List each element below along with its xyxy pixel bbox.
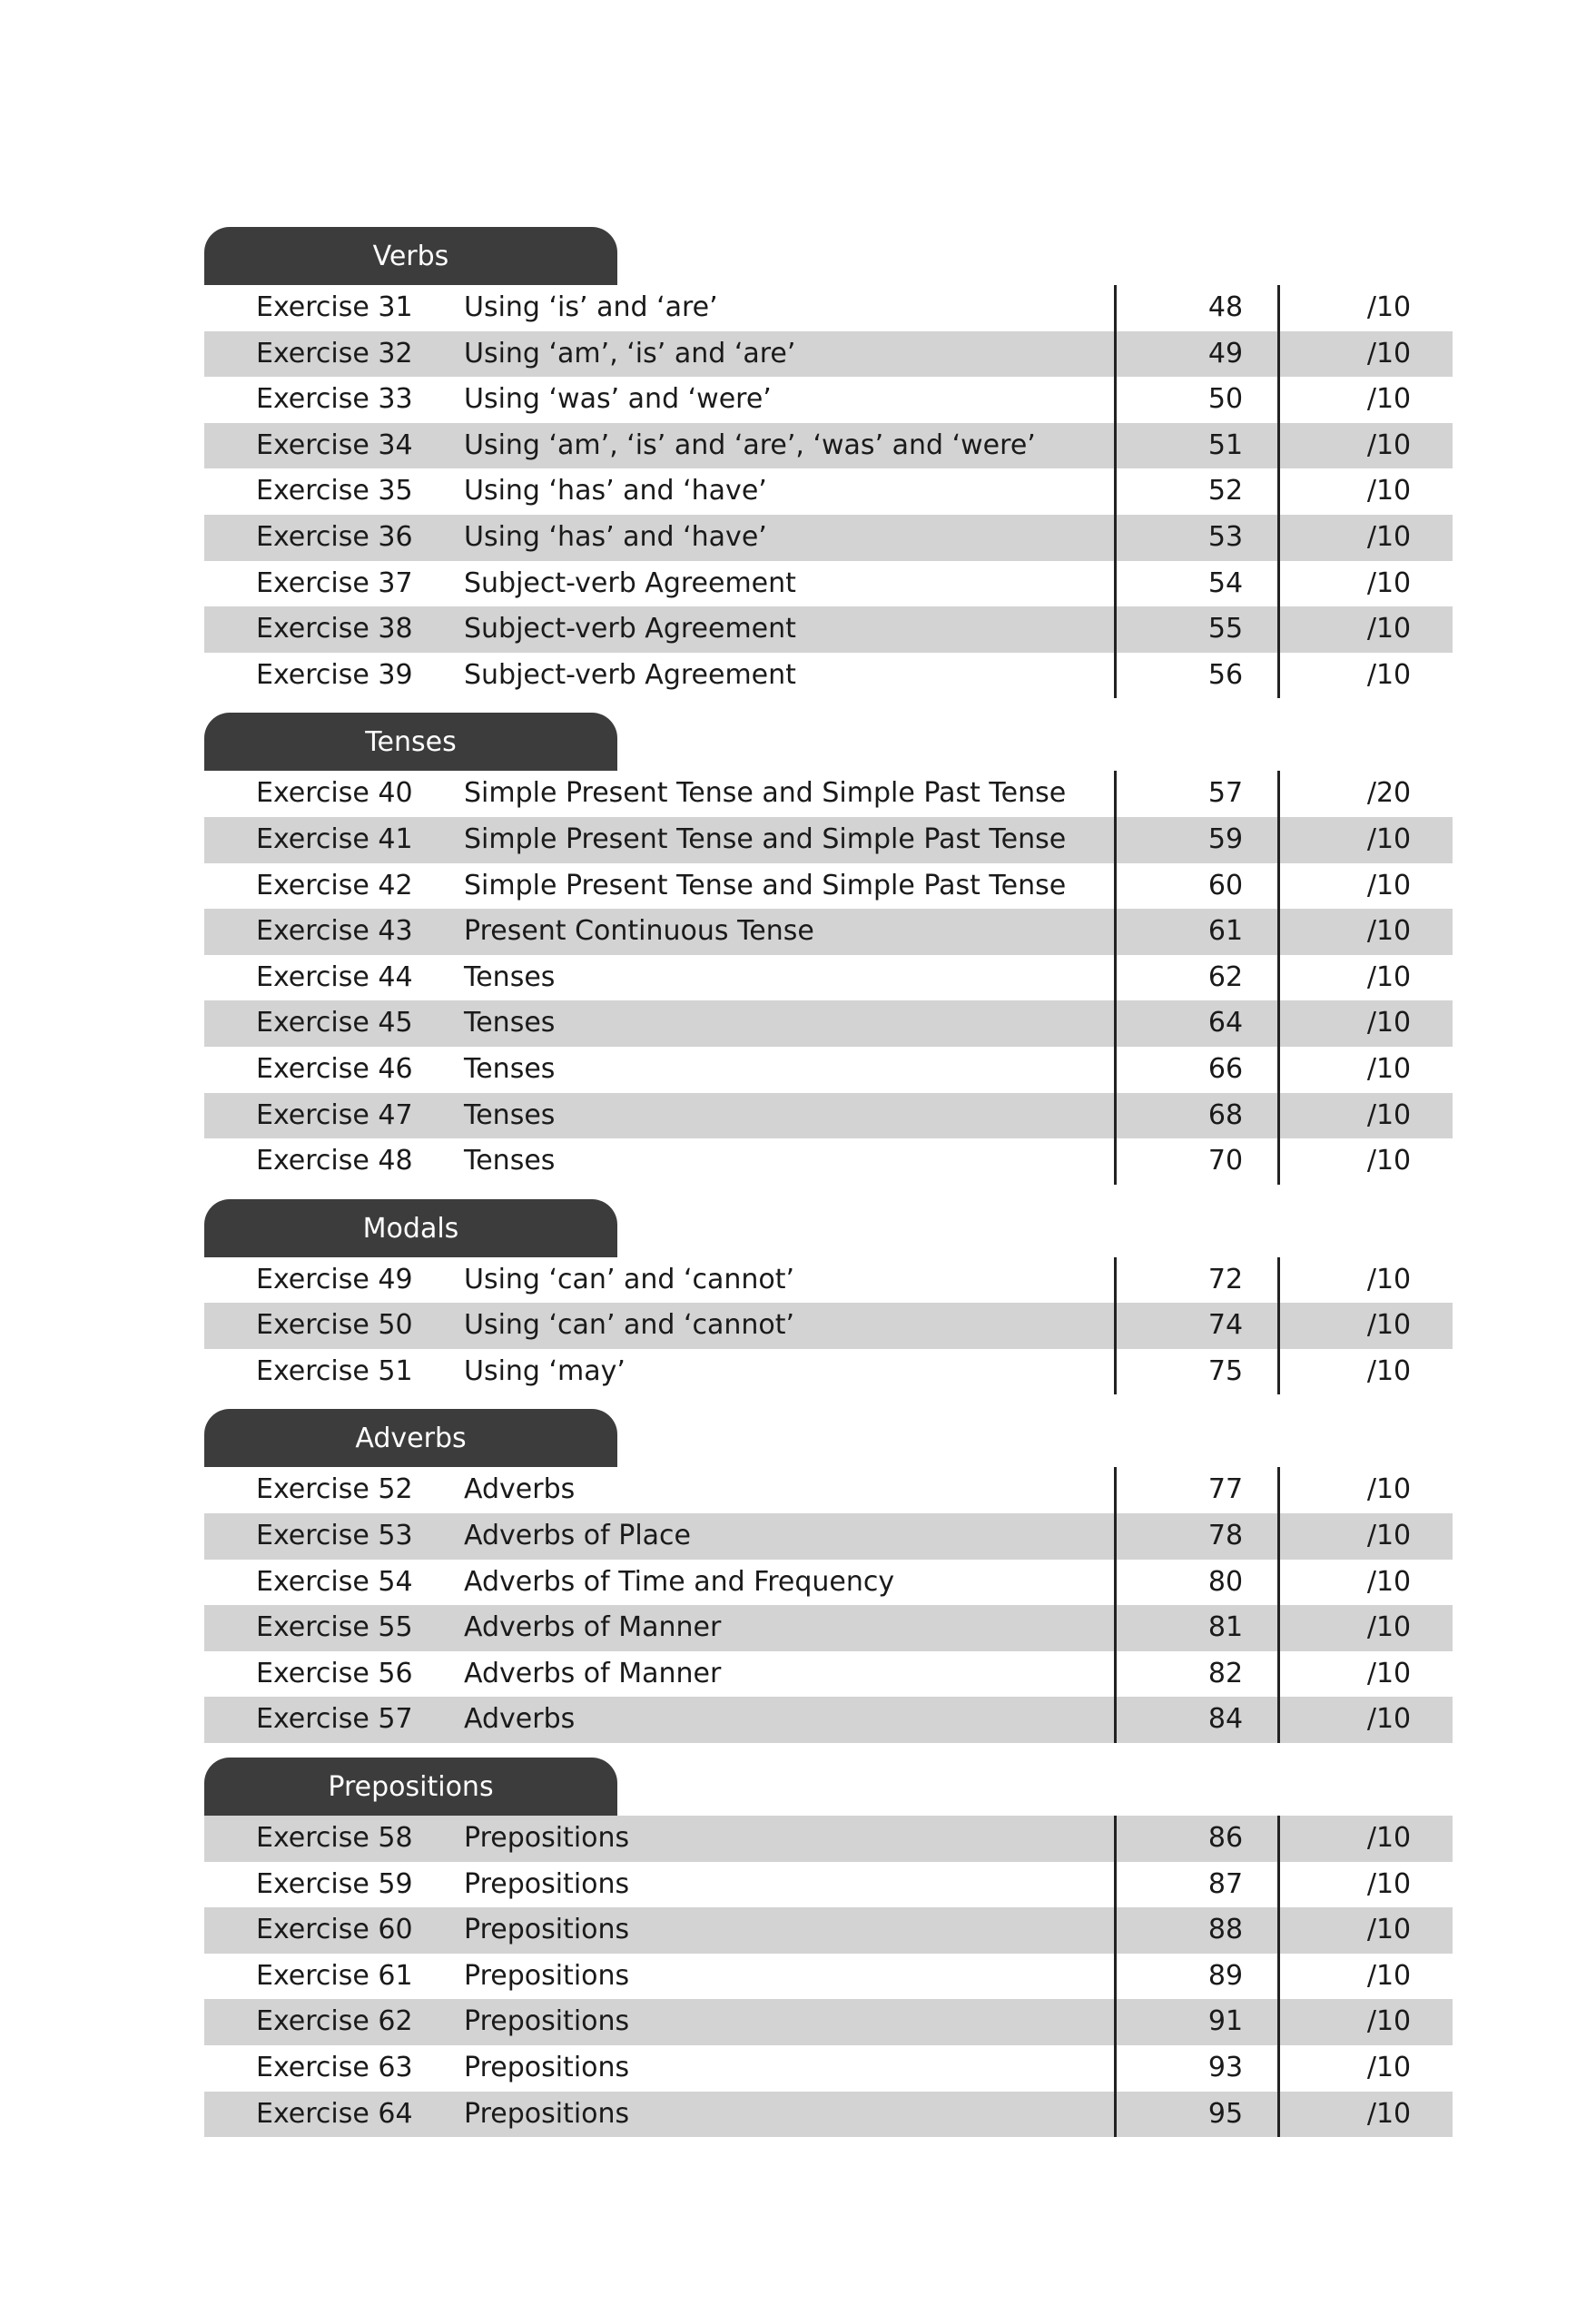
exercise-title: Tenses <box>464 1052 556 1085</box>
table-row <box>204 561 1453 607</box>
section-prepositions <box>204 1758 1453 2137</box>
exercise-number: Exercise 50 <box>256 1309 413 1342</box>
exercise-number: Exercise 56 <box>256 1657 413 1689</box>
exercise-number: Exercise 49 <box>256 1263 413 1295</box>
page-number: 60 <box>1207 869 1244 901</box>
page-number: 77 <box>1207 1473 1244 1506</box>
table-row <box>204 285 1453 331</box>
score-cell: /10 <box>1366 1309 1412 1342</box>
exercise-title: Tenses <box>464 960 556 993</box>
score-cell: /10 <box>1366 1822 1412 1855</box>
table-row <box>204 1513 1453 1560</box>
exercise-number: Exercise 38 <box>256 613 413 645</box>
exercise-number: Exercise 61 <box>256 1959 413 1992</box>
table-row <box>204 909 1453 955</box>
table-row <box>204 1560 1453 1606</box>
table-of-contents <box>204 227 1453 2152</box>
section-header: Verbs <box>204 227 617 285</box>
exercise-title: Subject-verb Agreement <box>464 613 796 645</box>
column-divider <box>1277 285 1280 698</box>
exercise-title: Using ‘is’ and ‘are’ <box>464 291 718 323</box>
exercise-title: Prepositions <box>464 2005 630 2038</box>
exercise-number: Exercise 31 <box>256 291 413 323</box>
score-cell: /10 <box>1366 2097 1412 2130</box>
page-number: 82 <box>1207 1657 1244 1689</box>
table-row <box>204 955 1453 1001</box>
section-header: Tenses <box>204 713 617 771</box>
score-cell: /10 <box>1366 1007 1412 1039</box>
score-cell: /10 <box>1366 2052 1412 2083</box>
page-number: 54 <box>1207 566 1244 599</box>
exercise-title: Adverbs of Time and Frequency <box>464 1565 895 1598</box>
score-cell: /10 <box>1366 822 1412 855</box>
exercise-number: Exercise 45 <box>256 1007 413 1039</box>
page-number: 50 <box>1207 383 1244 416</box>
table-row <box>204 1303 1453 1349</box>
page-number: 48 <box>1207 291 1244 323</box>
score-cell: /10 <box>1366 475 1412 507</box>
exercise-number: Exercise 43 <box>256 915 413 948</box>
exercise-number: Exercise 55 <box>256 1611 413 1644</box>
page-number: 93 <box>1207 2052 1244 2083</box>
exercise-number: Exercise 63 <box>256 2052 413 2083</box>
page-number: 95 <box>1207 2097 1244 2130</box>
page-number: 70 <box>1207 1145 1244 1177</box>
section-header: Prepositions <box>204 1758 617 1816</box>
page-number: 55 <box>1207 613 1244 645</box>
exercise-number: Exercise 40 <box>256 777 413 810</box>
page-number: 62 <box>1207 960 1244 993</box>
score-cell: /20 <box>1366 777 1412 810</box>
exercise-title: Tenses <box>464 1098 556 1131</box>
section-rows <box>204 1467 1453 1743</box>
exercise-title: Using ‘can’ and ‘cannot’ <box>464 1263 795 1295</box>
table-row <box>204 1467 1453 1513</box>
exercise-title: Prepositions <box>464 1867 630 1900</box>
page-number: 84 <box>1207 1703 1244 1736</box>
table-row <box>204 468 1453 515</box>
column-divider <box>1277 1816 1280 2137</box>
table-row <box>204 1651 1453 1698</box>
page-number: 74 <box>1207 1309 1244 1342</box>
exercise-title: Prepositions <box>464 1822 630 1855</box>
exercise-title: Subject-verb Agreement <box>464 658 796 691</box>
page-number: 52 <box>1207 475 1244 507</box>
score-cell: /10 <box>1366 1657 1412 1689</box>
table-row <box>204 1047 1453 1093</box>
table-row <box>204 1000 1453 1047</box>
exercise-title: Adverbs of Manner <box>464 1611 722 1644</box>
score-cell: /10 <box>1366 566 1412 599</box>
exercise-title: Using ‘can’ and ‘cannot’ <box>464 1309 795 1342</box>
page-number: 78 <box>1207 1520 1244 1552</box>
score-cell: /10 <box>1366 383 1412 416</box>
table-row <box>204 515 1453 561</box>
score-cell: /10 <box>1366 1914 1412 1946</box>
table-row <box>204 2045 1453 2092</box>
column-divider <box>1277 1467 1280 1743</box>
exercise-title: Prepositions <box>464 1914 630 1946</box>
exercise-title: Tenses <box>464 1007 556 1039</box>
exercise-number: Exercise 58 <box>256 1822 413 1855</box>
page-number: 56 <box>1207 658 1244 691</box>
exercise-title: Tenses <box>464 1145 556 1177</box>
page-number: 53 <box>1207 520 1244 553</box>
section-rows <box>204 1816 1453 2137</box>
exercise-number: Exercise 41 <box>256 822 413 855</box>
table-row <box>204 1138 1453 1185</box>
exercise-title: Adverbs <box>464 1473 576 1506</box>
page-number: 91 <box>1207 2005 1244 2038</box>
section-tenses <box>204 713 1453 1184</box>
exercise-title: Simple Present Tense and Simple Past Tense <box>464 822 1067 855</box>
page-number: 72 <box>1207 1263 1244 1295</box>
exercise-number: Exercise 52 <box>256 1473 413 1506</box>
exercise-number: Exercise 42 <box>256 869 413 901</box>
page-number: 81 <box>1207 1611 1244 1644</box>
exercise-number: Exercise 46 <box>256 1052 413 1085</box>
exercise-number: Exercise 54 <box>256 1565 413 1598</box>
page-number: 89 <box>1207 1959 1244 1992</box>
exercise-title: Adverbs <box>464 1703 576 1736</box>
page-number: 49 <box>1207 337 1244 369</box>
section-rows <box>204 285 1453 698</box>
score-cell: /10 <box>1366 1052 1412 1085</box>
page-number: 51 <box>1207 428 1244 461</box>
table-row <box>204 1816 1453 1862</box>
score-cell: /10 <box>1366 1520 1412 1552</box>
exercise-title: Simple Present Tense and Simple Past Tense <box>464 777 1067 810</box>
exercise-number: Exercise 47 <box>256 1098 413 1131</box>
exercise-title: Subject-verb Agreement <box>464 566 796 599</box>
table-row <box>204 1999 1453 2045</box>
exercise-title: Using ‘am’, ‘is’ and ‘are’ <box>464 337 796 369</box>
table-row <box>204 1093 1453 1139</box>
page-number: 87 <box>1207 1867 1244 1900</box>
table-row <box>204 771 1453 817</box>
exercise-title: Adverbs of Manner <box>464 1657 722 1689</box>
table-row <box>204 1862 1453 1908</box>
score-cell: /10 <box>1366 1098 1412 1131</box>
column-divider <box>1114 1257 1117 1395</box>
exercise-number: Exercise 51 <box>256 1354 413 1387</box>
exercise-title: Adverbs of Place <box>464 1520 692 1552</box>
exercise-number: Exercise 62 <box>256 2005 413 2038</box>
score-cell: /10 <box>1366 520 1412 553</box>
exercise-number: Exercise 33 <box>256 383 413 416</box>
score-cell: /10 <box>1366 1263 1412 1295</box>
page-number: 66 <box>1207 1052 1244 1085</box>
table-row <box>204 1257 1453 1304</box>
exercise-number: Exercise 64 <box>256 2097 413 2130</box>
exercise-title: Using ‘am’, ‘is’ and ‘are’, ‘was’ and ‘were’ <box>464 428 1036 461</box>
table-row <box>204 1349 1453 1395</box>
score-cell: /10 <box>1366 1565 1412 1598</box>
column-divider <box>1114 1467 1117 1743</box>
column-divider <box>1114 1816 1117 2137</box>
section-header: Adverbs <box>204 1409 617 1467</box>
exercise-number: Exercise 59 <box>256 1867 413 1900</box>
score-cell: /10 <box>1366 1703 1412 1736</box>
score-cell: /10 <box>1366 960 1412 993</box>
exercise-title: Using ‘has’ and ‘have’ <box>464 475 767 507</box>
exercise-number: Exercise 36 <box>256 520 413 553</box>
table-row <box>204 1697 1453 1743</box>
exercise-number: Exercise 39 <box>256 658 413 691</box>
score-cell: /10 <box>1366 1473 1412 1506</box>
exercise-number: Exercise 34 <box>256 428 413 461</box>
page-number: 61 <box>1207 915 1244 948</box>
page-number: 88 <box>1207 1914 1244 1946</box>
exercise-number: Exercise 35 <box>256 475 413 507</box>
table-row <box>204 423 1453 469</box>
score-cell: /10 <box>1366 915 1412 948</box>
exercise-title: Simple Present Tense and Simple Past Tense <box>464 869 1067 901</box>
page-number: 64 <box>1207 1007 1244 1039</box>
section-modals <box>204 1199 1453 1395</box>
section-rows <box>204 771 1453 1184</box>
table-row <box>204 653 1453 699</box>
section-adverbs <box>204 1409 1453 1743</box>
exercise-number: Exercise 44 <box>256 960 413 993</box>
score-cell: /10 <box>1366 1145 1412 1177</box>
table-row <box>204 2092 1453 2138</box>
section-rows <box>204 1257 1453 1395</box>
section-verbs <box>204 227 1453 698</box>
table-row <box>204 863 1453 910</box>
exercise-number: Exercise 53 <box>256 1520 413 1552</box>
score-cell: /10 <box>1366 1867 1412 1900</box>
score-cell: /10 <box>1366 428 1412 461</box>
page-number: 59 <box>1207 822 1244 855</box>
page-number: 57 <box>1207 777 1244 810</box>
exercise-number: Exercise 57 <box>256 1703 413 1736</box>
page-number: 68 <box>1207 1098 1244 1131</box>
score-cell: /10 <box>1366 337 1412 369</box>
score-cell: /10 <box>1366 2005 1412 2038</box>
page-number: 80 <box>1207 1565 1244 1598</box>
table-row <box>204 1605 1453 1651</box>
score-cell: /10 <box>1366 1611 1412 1644</box>
column-divider <box>1277 1257 1280 1395</box>
exercise-title: Using ‘has’ and ‘have’ <box>464 520 767 553</box>
exercise-title: Prepositions <box>464 2097 630 2130</box>
score-cell: /10 <box>1366 1354 1412 1387</box>
score-cell: /10 <box>1366 1959 1412 1992</box>
score-cell: /10 <box>1366 869 1412 901</box>
score-cell: /10 <box>1366 658 1412 691</box>
exercise-number: Exercise 60 <box>256 1914 413 1946</box>
table-row <box>204 606 1453 653</box>
score-cell: /10 <box>1366 613 1412 645</box>
table-row <box>204 1954 1453 2000</box>
exercise-number: Exercise 32 <box>256 337 413 369</box>
table-row <box>204 377 1453 423</box>
column-divider <box>1277 771 1280 1184</box>
column-divider <box>1114 285 1117 698</box>
exercise-title: Prepositions <box>464 2052 630 2083</box>
page-number: 86 <box>1207 1822 1244 1855</box>
score-cell: /10 <box>1366 291 1412 323</box>
column-divider <box>1114 771 1117 1184</box>
exercise-number: Exercise 48 <box>256 1145 413 1177</box>
table-row <box>204 1907 1453 1954</box>
exercise-number: Exercise 37 <box>256 566 413 599</box>
exercise-title: Present Continuous Tense <box>464 915 814 948</box>
table-row <box>204 817 1453 863</box>
exercise-title: Prepositions <box>464 1959 630 1992</box>
section-header: Modals <box>204 1199 617 1257</box>
exercise-title: Using ‘may’ <box>464 1354 626 1387</box>
exercise-title: Using ‘was’ and ‘were’ <box>464 383 772 416</box>
table-row <box>204 331 1453 378</box>
page-number: 75 <box>1207 1354 1244 1387</box>
